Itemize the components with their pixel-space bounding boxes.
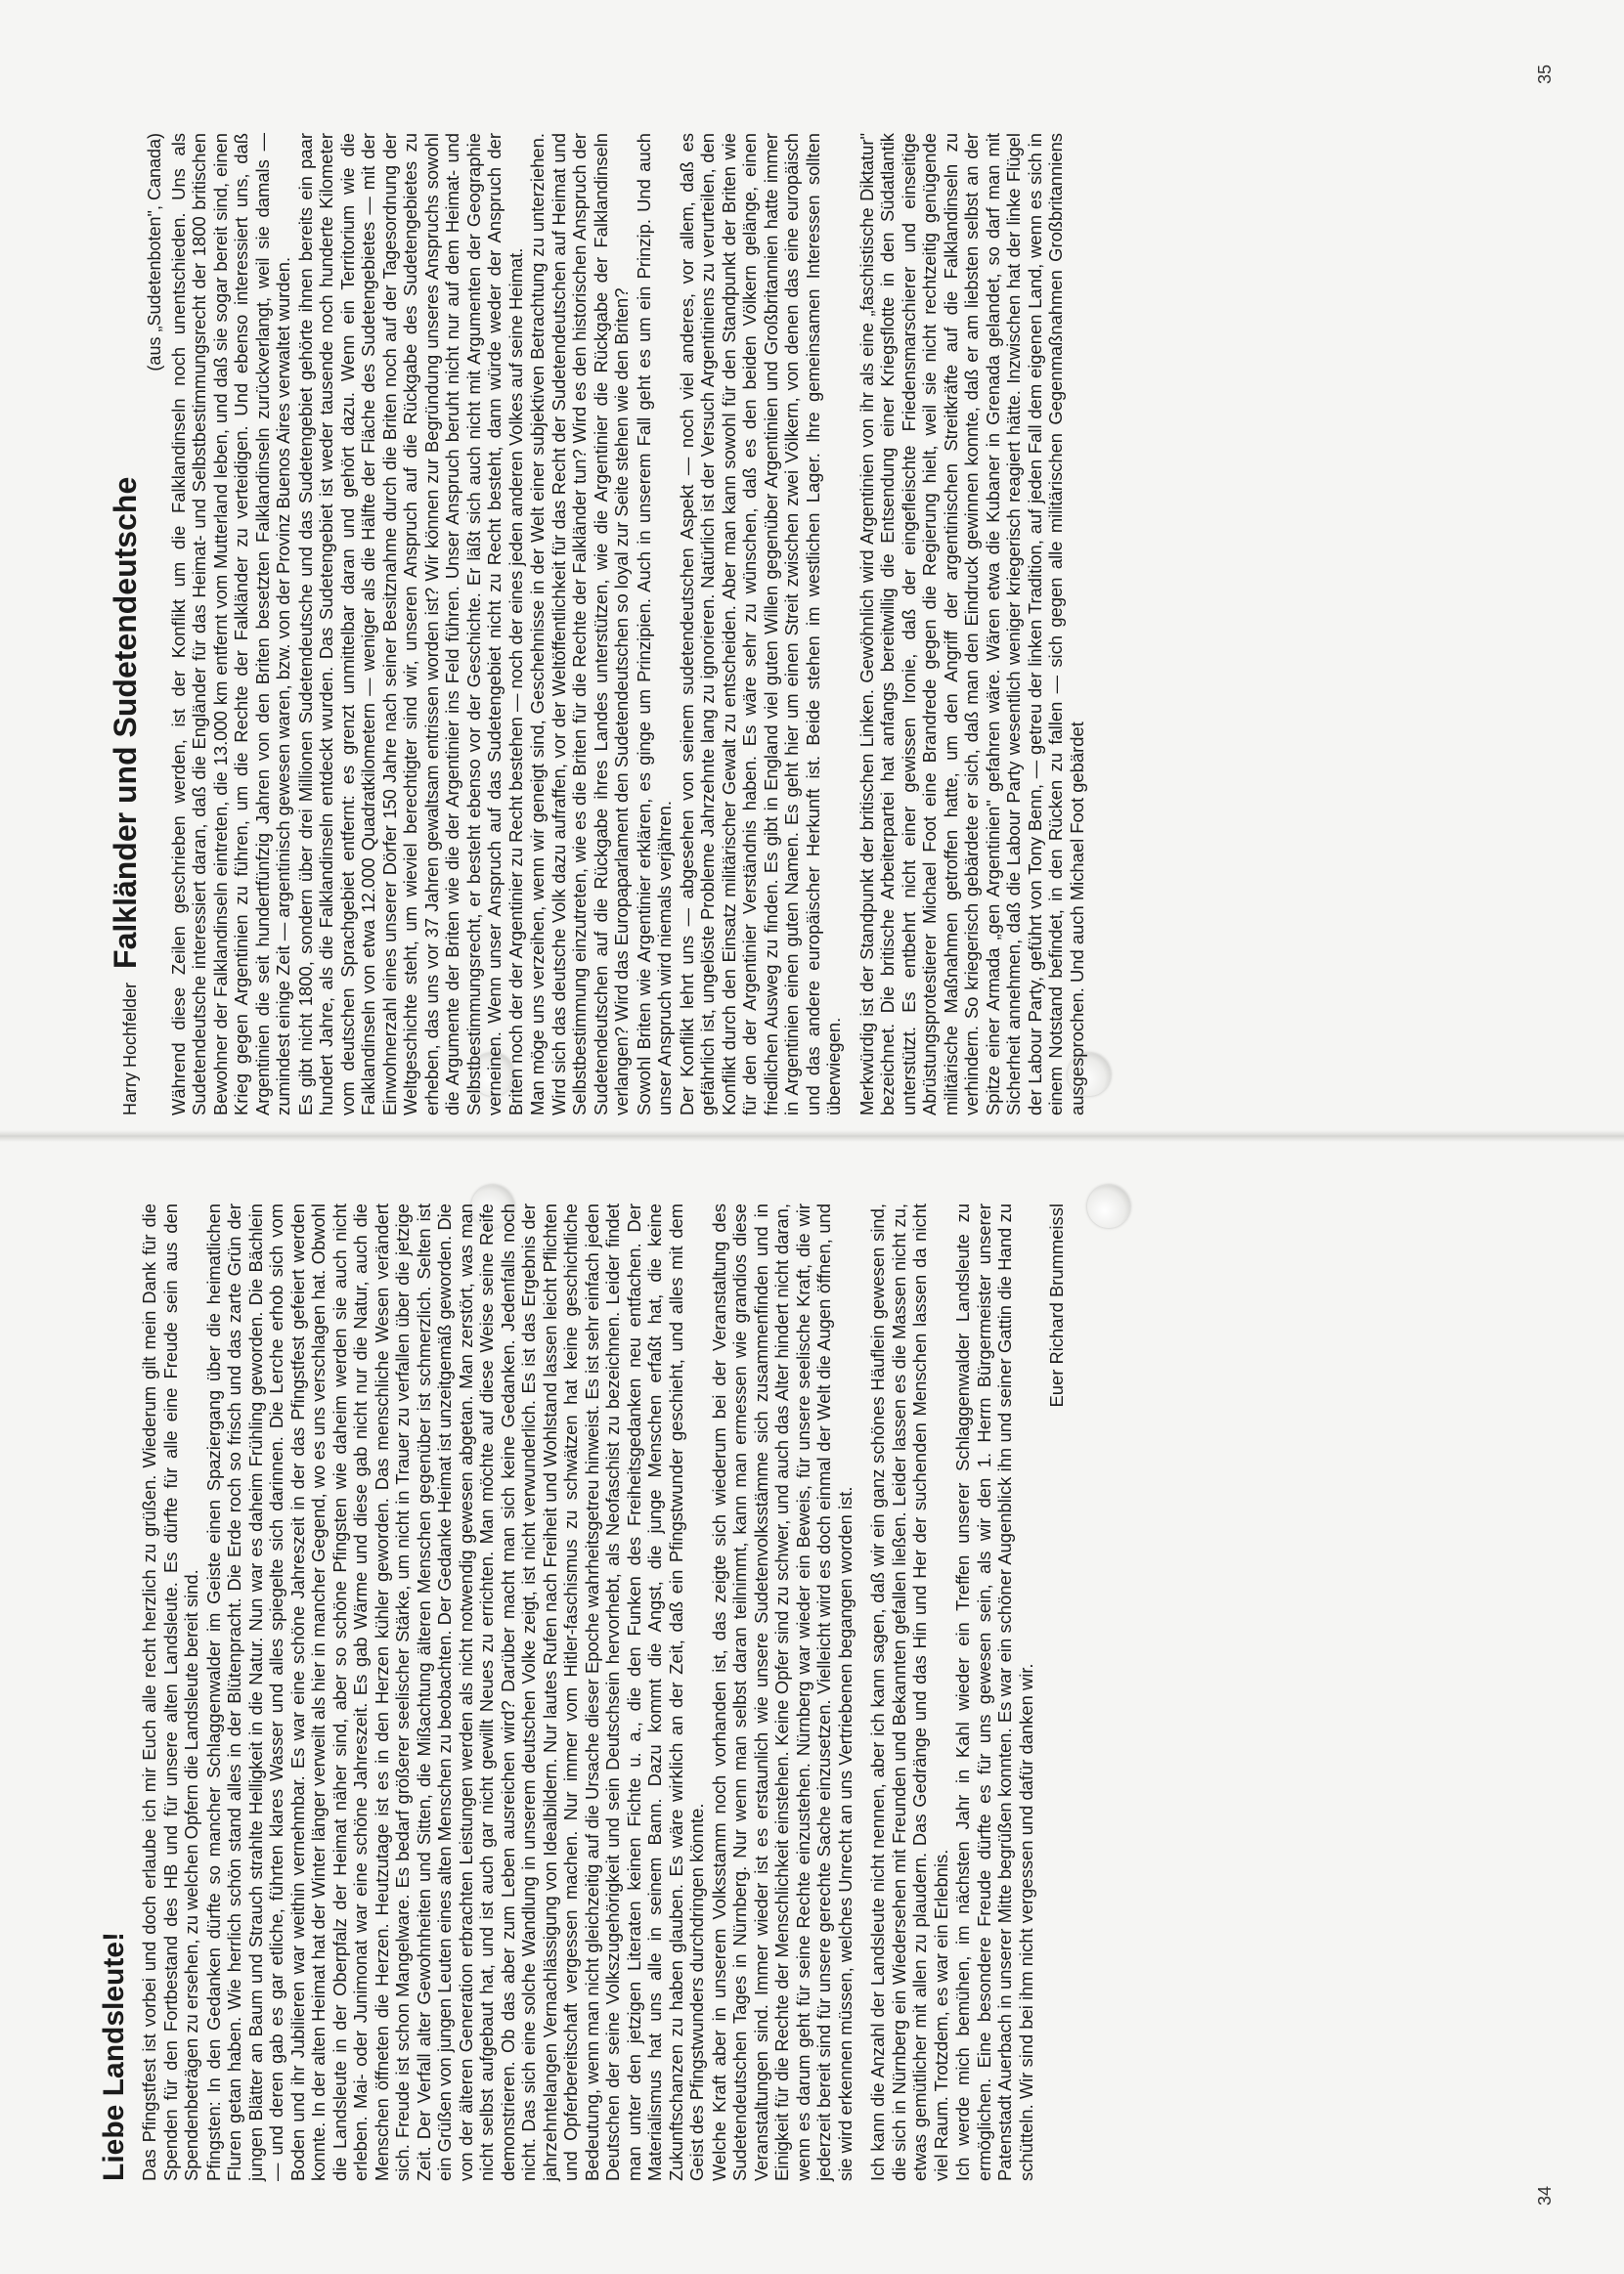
right-paragraph: Sowohl Briten wie Argentinier erklären, es ginge um Prinzipien. Auch in unserem Fall geht es um ein Prinzip. Und auch unser Anspruch wird niemals verjähren. [633,133,675,1115]
left-page-title: Liebe Landsleute! [98,1931,130,2181]
signature: Euer Richard Brummeissl [1046,1203,1067,1408]
left-paragraph: Ich werde mich bemühen, im nächsten Jahr in Kahl wieder ein Treffen unserer Schlaggenwalder Landsleute zu ermöglichen. Eine besondere Freude dürfte es für uns gewesen sein, als wir den 1. Herrn Bürgermeister unserer Patenstadt Auerbach in unserer Mitte begrüßen konnten. Es war ein schöner Augenblick ihn und seiner Gattin die Hand zu schütteln. Wir sind bei ihm nicht vergessen und dafür danken wir. [952,1203,1036,2181]
page-number-left: 34 [1535,2185,1555,2206]
author-name: Harry Hochfelder [120,982,140,1115]
page-number-right: 35 [1535,64,1555,84]
right-paragraph: Während diese Zeilen geschrieben werden, ist der Konflikt um die Falklandinseln noch unentschieden. Uns als Sudetendeutsche interessiert daran, daß die Engländer für das Heimat- und Selbstbestimmungsrecht der 1800 britischen Bewohner der Falklandinseln eintreten, die 13.000 km entfernt vom Mutterland leben, und daß sie sogar bereit sind, einen Krieg gegen Argentinien zu führen, um die Rechte der Falkländer zu verteidigen. Und ebenso interessiert uns, daß Argentinien die seit hundertfünfzig Jahren von den Briten besetzten Falklandinseln zurückverlangt, weil sie damals — zumindest einige Zeit — argentinisch gewesen waren, bzw. von der Provinz Buenos Aires verwaltet wurden. [167,133,293,1115]
right-paragraph: Merkwürdig ist der Standpunkt der britischen Linken. Gewöhnlich wird Argentinien von ihr als eine „faschistische Diktatur" bezeichnet. Die britische Arbeiterpartei hat anfangs bereitwillig die Entsendung einer Kriegsflotte in den Südatlantik unterstützt. Es entbehrt nicht einer gewissen Ironie, daß der eingefleischte Friedensmarschierer und einseitige Abrüstungsprotestierer Michael Foot eine Brandrede gegen die Regierung hielt, weil sie nicht rechtzeitig genügende militärische Maßnahmen getroffen hatte, um den Angriff der argentinischen Streitkräfte auf die Falklandinseln zu verhindern. So kriegerisch gebärdete er sich, daß man den Eindruck gewinnen konnte, daß er am liebsten selbst an der Spitze einer Armada „gen Argentinien" gefahren wäre. Wären etwa die Kubaner in Grenada gelandet, so darf man mit Sicherheit annehmen, daß die Labour Party wesentlich weniger kriegerisch reagiert hätte. Inzwischen hat der linke Flügel der Labour Party, geführt von Tony Benn, — getreu der linken Tradition, auf jeden Fall dem eigenen Land, wenn es sich in einem Notstand befindet, in den Rücken zu fallen — sich gegen alle militärischen Gegenmaßnahmen Großbritanniens ausgesprochen. Und auch Michael Foot gebärdet [856,133,1087,1115]
right-page-title: Falkländer und Sudetendeutsche [108,476,143,969]
left-paragraph: Das Pfingstfest ist vorbei und doch erlaube ich mir Euch alle recht herzlich zu grüßen. Wiederum gilt mein Dank für die Spenden für den Fortbestand des HB und für unsere alten Landsleute. Es dürfte für alle eine Freude sein aus den Spendenbeträgen zu ersehen, zu welchen Opfern die Landsleute bereit sind. [139,1203,201,2181]
left-page [98,1203,1068,2181]
left-paragraph: Ich kann die Anzahl der Landsleute nicht nennen, aber ich kann sagen, daß wir ein ganz schönes Häuflein gewesen sind, die sich in Nürnberg ein Wiedersehen mit Freunden und Bekannten gefallen ließen. Leider lassen es die Massen nicht zu, etwas gemütlicher mit allen zu plaudern. Das Gedränge und das Hin und Her der suchenden Menschen lassen da nicht viel Raum. Trotzdem, es war ein Erlebnis. [867,1203,951,2181]
page-fold [0,1130,1624,1142]
article-header [108,133,143,1115]
article-source: (aus „Sudetenboten", Canada) [145,133,164,372]
right-paragraph: Der Konflikt lehrt uns — abgesehen von seinem sudetendeutschen Aspekt — noch viel anderes, vor allem, daß es gefährlich ist, ungelöste Probleme Jahrzehnte lang zu ignorieren. Natürlich ist der Versuch Argentiniens zu verurteilen, den Konflikt durch den Einsatz militärischer Gewalt zu entscheiden. Aber man kann sowohl für den Standpunkt der Briten wie für den der Argentinier Verständnis haben. Es wäre sehr zu wünschen, daß es den beiden Völkern gelänge, einen friedlichen Ausweg zu finden. Es gibt in England viel guten Willen gegenüber Argentinien und Großbritannien hatte immer in Argentinien einen guten Namen. Es geht hier um einen Streit zwischen zwei Völkern, von denen das eine europäisch und das andere europäischer Herkunft ist. Beide stehen im westlichen Lager. Ihre gemeinsamen Interessen sollten überwiegen. [676,133,844,1115]
right-paragraph: Man möge uns verzeihen, wenn wir geneigt sind, Geschehnisse in der Welt einer subjektiven Betrachtung zu unterziehen. Wird sich das deutsche Volk dazu aufraffen, vor der Weltöffentlichkeit für das Recht der Sudetendeutschen auf Heimat und Selbstbestimmung einzutreten, wie es die Briten für die Rechte der Falkländer tun? Wird es den historischen Anspruch der Sudetendeutschen auf die Rückgabe ihres Landes unterstützen, wie die Argentinier die Rückgabe der Falklandinseln verlangen? Wird das Europaparlament den Sudetendeutschen so loyal zur Seite stehen wie den Briten? [527,133,632,1115]
left-paragraph: Pfingsten: In den Gedanken dürfte so mancher Schlaggenwalder im Geiste einen Spaziergang über die heimatlichen Fluren getan haben. Wie herrlich schön stand alles in der Blütenpracht. Die Erde roch so frisch und das zarte Grün der jungen Blätter an Baum und Strauch strahlte Helligkeit in die Natur. Nun war es daheim Frühling geworden. Die Bächlein — und deren gab es gar etliche, führten klares Wasser und alles spiegelte sich darinnen. Die Lerche erhob sich vom Boden und ihr Jubilieren war weithin vernehmbar. Es war eine schöne Jahreszeit in der das Pfingstfest gefeiert werden konnte. In der alten Heimat hat der Winter länger verweilt als hier in mancher Gegend, wo es uns verschlagen hat. Obwohl die Landsleute in der Oberpfalz der Heimat näher sind, aber so schöne Pfingsten wie daheim werden sie auch nicht erleben. Mai- oder Junimonat war eine schöne Jahreszeit. Es gab Wärme und diese gab nicht nur die Natur, auch die Menschen öffneten die Herzen. Heutzutage ist es in den Herzen kühler geworden. Das menschliche Wesen verändert sich. Freude ist schon Mangelware. Es bedarf größerer seelischer Stärke, um nicht in Trauer zu verfallen über die jetzige Zeit. Der Verfall alter Gewohnheiten und Sitten, die Mißachtung älteren Menschen gegenüber ist schmerzlich. Selten ist ein Grüßen von jungen Leuten eines alten Menschen zu beobachten. Der Gedanke Heimat ist unzeitgemäß geworden. Die von der älteren Generation erbrachten Leistungen werden als nicht notwendig gewesen abgetan. Man zerstört, was man nicht selbst aufgebaut hat, und ist auch gar nicht gewillt Neues zu errichten. Man möchte auf diese Weise seine Reife demonstrieren. Ob das aber zum Leben ausreichen wird? Darüber macht man sich keine Gedanken. Jedenfalls noch nicht. Das sich eine solche Wandlung in unserem deutschen Volke zeigt, ist nicht verwunderlich. Es ist das Ergebnis der jahrzehntelangen Vernachlässigung von Idealbildern. Nur lautes Rufen nach Freiheit und Wohlstand lassen leicht Pflichten und Opferbereitschaft vergessen machen. Nur immer vom Hitler-faschismus zu schwätzen hat keine geschichtliche Bedeutung, wenn man nicht gleichzeitig auf die Ursache dieser Epoche wahrheitsgetreu hinweist. Es ist sehr einfach jeden Deutschen der seine Volkszugehörigkeit und sein Deutschsein hervorhebt, als Neofaschist zu bezeichnen. Leider findet man unter den jetzigen Literaten keinen Fichte u. a., die den Funken des Freiheitsgedanken neu entfachen. Der Materialismus hat uns alle in seinem Bann. Dazu kommt die Angst, die junge Menschen erfaßt hat, die keine Zukunftschanzen zu haben glauben. Es wäre wirklich an der Zeit, daß ein Pfingstwunder geschieht, und alles mit dem Geist des Pfingstwunders durchdringen könnte. [202,1203,707,2181]
punch-hole [1087,1185,1130,1228]
right-page [108,133,1088,1115]
left-paragraph: Welche Kraft aber in unserem Volksstamm noch vorhanden ist, das zeigte sich wiederum bei der Veranstaltung des Sudetendeutschen Tages in Nürnberg. Nur wenn man selbst daran teilnimmt, kann man ermessen wie grandios diese Veranstaltungen sind. Immer wieder ist es erstaunlich wie unsere Sudetenvolksstämme sich zusammenfinden und in Einigkeit für die Rechte der Menschlichkeit einstehen. Keine Opfer sind zu schwer, und auch das Alter hindert nicht daran, wenn es darum geht für seine Rechte einzustehen. Nürnberg war wieder ein Beweis, für unsere seelische Kraft, die wir jederzeit bereit sind für unsere gerechte Sache einzusetzen. Vielleicht wird es doch einmal der Welt die Augen öffnen, und sie wird erkennen müssen, welches Unrecht an uns Vertriebenen begangen worden ist. [708,1203,856,2181]
right-paragraph: Es gibt nicht 1800, sondern über drei Millionen Sudetendeutsche und das Sudetengebiet gehörte ihnen bereits ein paar hundert Jahre, als die Falklandinseln entdeckt wurden. Das Sudetengebiet ist weder tausende noch hunderte Kilometer vom deutschen Sprachgebiet entfernt: es grenzt unmittelbar daran und gehört dazu. Wenn ein Territorium wie die Falklandinseln von etwa 12.000 Quadratkilometern — weniger als die Hälfte der Fläche des Sudetengebietes — mit der Einwohnerzahl eines unserer Dörfer 150 Jahre nach seiner Besitznahme durch die Briten noch auf der Tagesordnung der Weltgeschichte steht, um wieviel berechtigter sind wir, unseren Anspruch auf die Rückgabe des Sudetengebietes zu erheben, das uns vor 37 Jahren gewaltsam entrissen worden ist? Wir können zur Begründung unseres Anspruchs sowohl die Argumente der Briten wie die der Argentinier ins Feld führen. Unser Anspruch beruht nicht nur auf dem Heimat- und Selbstbestimmungsrecht, er besteht ebenso vor der Geschichte. Er läßt sich auch nicht mit Argumenten der Geographie verneinen. Wenn unser Anspruch auf das Sudetengebiet nicht zu Recht besteht, dann würde weder der Anspruch der Briten noch der der Argentinier zu Recht bestehen — noch der eines jeden anderen Volkes auf seine Heimat. [294,133,526,1115]
